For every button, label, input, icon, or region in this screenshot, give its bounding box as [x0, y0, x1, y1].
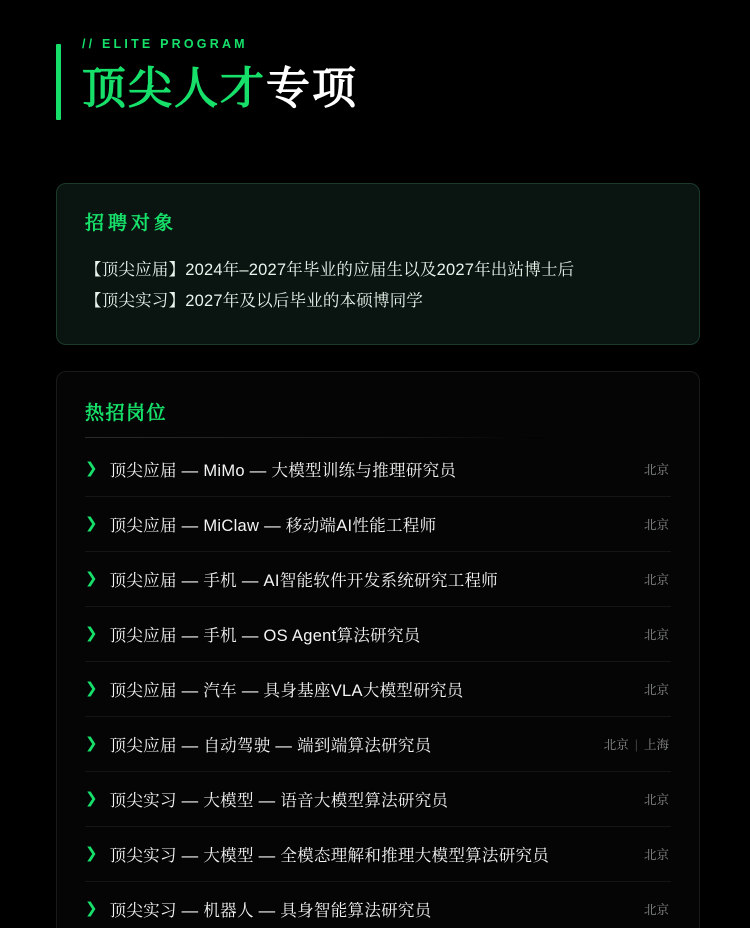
job-list-item[interactable] [85, 827, 671, 882]
header-eyebrow: // ELITE PROGRAM [82, 37, 248, 51]
page-header [0, 0, 750, 113]
job-title: 顶尖应届 — MiMo — 大模型训练与推理研究员 [109, 461, 457, 480]
job-item-main [85, 732, 432, 756]
recruitment-target-title: 招聘对象 [85, 212, 178, 234]
location-label: 北京 [643, 462, 669, 477]
job-list-item[interactable] [85, 662, 671, 717]
job-list-item[interactable] [85, 882, 671, 928]
job-title: 顶尖应届 — 手机 — AI智能软件开发系统研究工程师 [109, 571, 499, 590]
hot-jobs-panel [56, 371, 700, 928]
location-label: 上海 [643, 737, 669, 752]
hot-jobs-divider [85, 437, 542, 438]
job-item-main [85, 842, 549, 866]
page-title [82, 65, 750, 113]
job-title: 顶尖应届 — 汽车 — 具身基座VLA大模型研究员 [109, 681, 464, 700]
location-label: 北京 [643, 792, 669, 807]
chevron-right-icon: ❯ [85, 680, 98, 698]
hot-jobs-list [85, 442, 671, 928]
chevron-right-icon: ❯ [85, 625, 98, 643]
job-item-main [85, 897, 432, 921]
job-title: 顶尖应届 — MiClaw — 移动端AI性能工程师 [109, 516, 437, 535]
job-location [634, 900, 669, 918]
job-title: 顶尖实习 — 大模型 — 全模态理解和推理大模型算法研究员 [109, 846, 550, 865]
job-location [634, 790, 669, 808]
job-location [634, 680, 669, 698]
job-list-item[interactable] [85, 607, 671, 662]
job-item-main [85, 457, 456, 481]
job-item-main [85, 512, 436, 536]
job-location [594, 735, 669, 753]
location-separator: | [634, 737, 638, 752]
chevron-right-icon: ❯ [85, 790, 98, 808]
page-title-highlight: 顶尖人才 [82, 63, 266, 113]
page-title-rest: 专项 [266, 63, 358, 113]
job-item-main [85, 622, 421, 646]
job-list-item[interactable] [85, 772, 671, 827]
job-title: 顶尖应届 — 手机 — OS Agent算法研究员 [109, 626, 421, 645]
job-location [634, 515, 669, 533]
job-list-item[interactable] [85, 552, 671, 607]
job-location [634, 845, 669, 863]
job-title: 顶尖实习 — 机器人 — 具身智能算法研究员 [109, 901, 432, 920]
job-location [634, 460, 669, 478]
location-label: 北京 [603, 737, 629, 752]
location-label: 北京 [643, 902, 669, 917]
job-location [634, 625, 669, 643]
job-item-main [85, 677, 464, 701]
header-accent-bar [56, 44, 61, 120]
location-label: 北京 [643, 517, 669, 532]
chevron-right-icon: ❯ [85, 845, 98, 863]
location-label: 北京 [643, 847, 669, 862]
job-title: 顶尖应届 — 自动驾驶 — 端到端算法研究员 [109, 736, 432, 755]
job-list-item[interactable] [85, 717, 671, 772]
chevron-right-icon: ❯ [85, 900, 98, 918]
job-title: 顶尖实习 — 大模型 — 语音大模型算法研究员 [109, 791, 449, 810]
chevron-right-icon: ❯ [85, 460, 98, 478]
recruitment-target-card [56, 183, 700, 345]
job-item-main [85, 567, 498, 591]
location-label: 北京 [643, 572, 669, 587]
job-item-main [85, 787, 448, 811]
hot-jobs-title: 热招岗位 [85, 402, 168, 424]
recruitment-target-line: 【顶尖实习】2027年及以后毕业的本硕博同学 [85, 292, 424, 311]
job-list-item[interactable] [85, 442, 671, 497]
location-label: 北京 [643, 682, 669, 697]
chevron-right-icon: ❯ [85, 570, 98, 588]
job-list-item[interactable] [85, 497, 671, 552]
location-label: 北京 [643, 627, 669, 642]
job-location [634, 570, 669, 588]
chevron-right-icon: ❯ [85, 515, 98, 533]
chevron-right-icon: ❯ [85, 735, 98, 753]
recruitment-target-line: 【顶尖应届】2024年–2027年毕业的应届生以及2027年出站博士后 [85, 260, 575, 279]
